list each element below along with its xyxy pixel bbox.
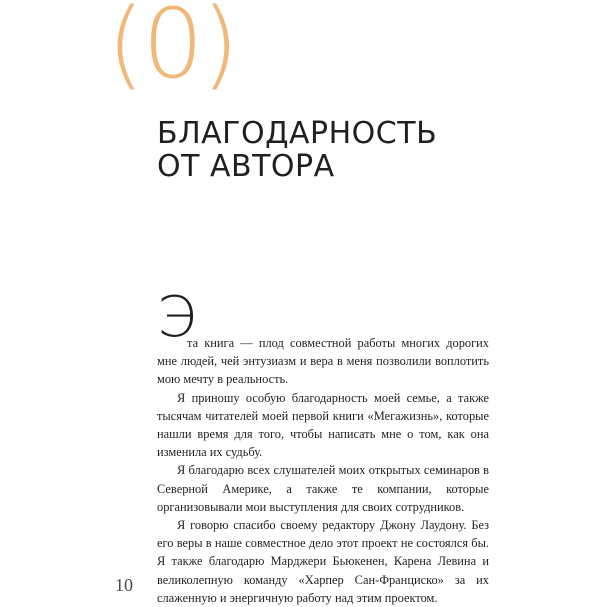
chapter-title-line-2: ОТ АВТОРА: [157, 149, 335, 184]
paragraph-1: [157, 285, 489, 389]
paragraph-1-text: та книга — плод совместной работы многих дорогих мне людей, чей энтузиазм и вера в меня позволили воплотить мою мечту в реальность.: [157, 336, 489, 387]
paragraph-3: Я благодарю всех слушателей моих открытых семинаров в Северной Америке, а также те компании, которые организовывали мои выступления для своих сотрудников.: [157, 463, 489, 514]
paragraph-2: Я приношу особую благодарность моей семье, а также тысячам читателей моей первой книги «Мегажизнь», которые нашли время для того, чтобы написать мне о том, как она изменила их судьбу.: [157, 390, 489, 460]
chapter-title-line-1: БЛАГОДАРНОСТЬ: [157, 116, 438, 151]
body-text: [157, 285, 489, 607]
chapter-title: [157, 117, 437, 183]
drop-cap: Э: [157, 285, 197, 350]
paragraph-4: Я говорю спасибо своему редактору Джону Лаудону. Без его веры в наше совместное дело этот проект не состоялся бы. Я также благодарю Марджери Бьюкенен, Карена Левина и великолепную команду «Харпер Сан-Франциско» за их слаженную и энергичную работу над этим проектом.: [157, 518, 489, 605]
chapter-number: (0): [107, 0, 237, 100]
page-number: 10: [115, 575, 133, 595]
